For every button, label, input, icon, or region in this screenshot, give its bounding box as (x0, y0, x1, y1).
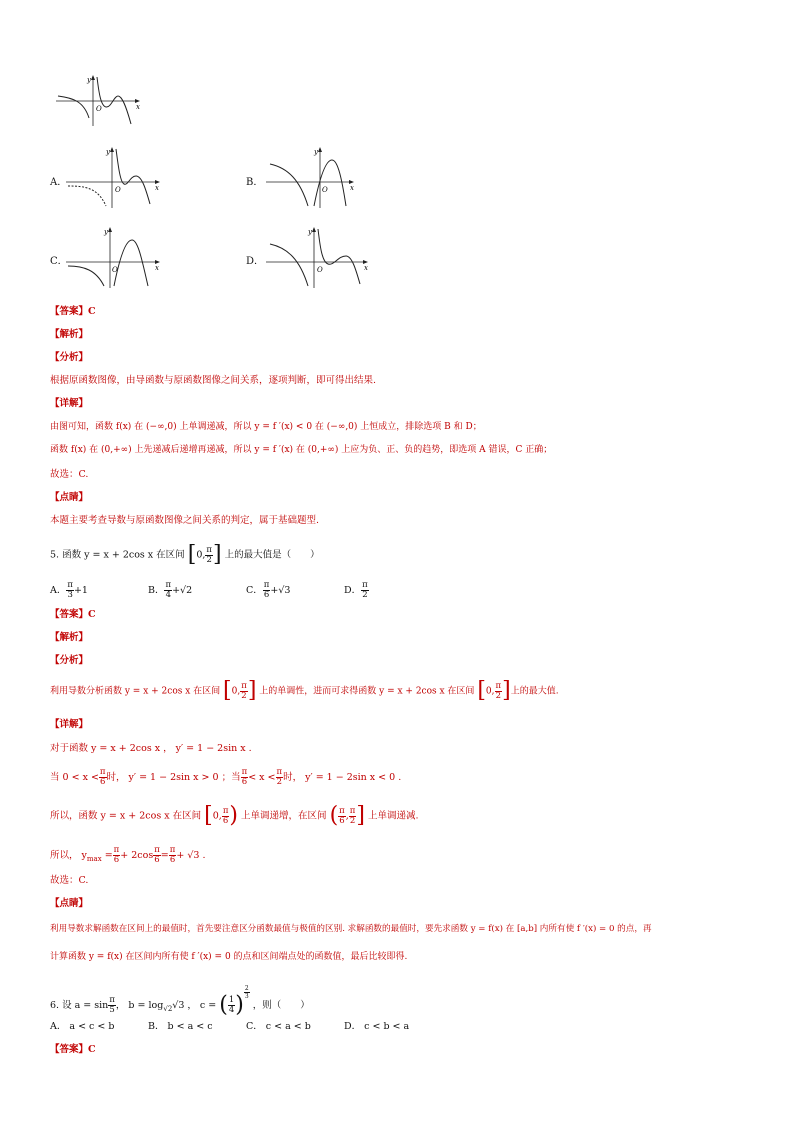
option-c-origin-label: O (112, 266, 118, 274)
q5-interval-fraction: $\frac{\pi}{2}$ (206, 544, 212, 565)
option-c-x-label: x (155, 264, 159, 272)
q4-fenxi-text: 根据原函数图像，由导函数与原函数图像之间关系，逐项判断，即可得出结果. (50, 375, 377, 386)
option-d-x-label: x (364, 264, 368, 272)
option-b-origin-label: O (322, 186, 328, 194)
q5-stem-text: 5. 函数 y = x + 2cos x 在区间 (50, 549, 185, 561)
q5-fenxi-heading: 【分析】 (50, 655, 89, 666)
q5-stem-tail: 上的最大值是（ ） (224, 549, 320, 561)
q5-option-d[interactable]: D． $\frac{\pi}{2}$ (344, 580, 368, 600)
q5-choice: 故选：C. (50, 875, 89, 886)
q4-detail-heading: 【详解】 (50, 398, 89, 409)
option-c-graph (66, 226, 166, 288)
option-d-origin-label: O (317, 266, 323, 274)
q6-option-a[interactable]: A． a < c < b (50, 1021, 115, 1032)
q4-detail-line2: 函数 f(x) 在 (0,+∞) 上先递减后递增再递减，所以 y = f ′(x) 在 (0,+∞) 上应为负、正、负的趋势，即选项 A 错误，C 正确； (50, 445, 553, 455)
option-a-origin-label: O (115, 186, 121, 194)
option-d-graph (266, 226, 376, 288)
option-b-label: B． (246, 177, 264, 188)
q4-detail-line1: 由图可知，函数 f(x) 在 (−∞,0) 上单调递减，所以 y = f ′(x) < 0 在 (−∞,0) 上恒成立，排除选项 B 和 D； (50, 422, 482, 432)
q5-fenxi-text: 利用导数分析函数 y = x + 2cos x 在区间 [0, $\frac{\pi}{2}$ ] 上的单调性，进而可求得函数 y = x + 2cos x 在区间 [0, $\frac{\pi}{2}$ ]上的最大值. (50, 678, 559, 703)
q4-summary: 本题主要考查导数与原函数图像之间关系的判定，属于基础题型. (50, 515, 320, 526)
q4-answer: 【答案】C (50, 306, 96, 317)
option-a-x-label: x (155, 184, 159, 192)
q5-answer: 【答案】C (50, 609, 96, 620)
q5-tip-line1: 利用导数求解函数在区间上的最值时，首先要注意区分函数最值与极值的区别. 求解函数的最值时，要先求函数 y = f(x) 在 [a,b] 内所有使 f ′(x) = 0 的点，再 (50, 924, 652, 934)
q4-analysis-heading: 【解析】 (50, 329, 89, 340)
q5-detail-line2: 当 0 < x < $\frac{\pi}{6}$ 时， y′ = 1 − 2sin x > 0 ；当 $\frac{\pi}{6}$ < x < $\frac{\pi}{2}$ 时， y′ = 1 − 2sin x < 0 . (50, 767, 402, 787)
q6-stem: 6. 设 a = sin $\frac{\pi}{5}$ ， $b = \log_{√2}√3$ ， c = ( $\frac{1}{4}$ ) $^{\frac{2}{3}}$ ，则（ ） (50, 985, 310, 1018)
option-a-label: A． (50, 177, 68, 188)
q5-dianjing-heading: 【点睛】 (50, 898, 89, 909)
q5-option-b[interactable]: B． $\frac{\pi}{4}$ +√2 (148, 580, 193, 600)
q5-stem: 5. 函数 y = x + 2cos x 在区间 [0, $\frac{\pi}{2}$ ] 上的最大值是（ ） (50, 542, 320, 567)
q5-interval-start: 0, (196, 549, 206, 561)
option-a-y-label: y (106, 148, 110, 156)
q6-option-c[interactable]: C． c < a < b (246, 1021, 311, 1032)
q5-detail-heading: 【详解】 (50, 719, 89, 730)
option-c-y-label: y (104, 228, 108, 236)
q4-dianjing-heading: 【点睛】 (50, 492, 89, 503)
option-a-graph (66, 146, 166, 208)
main-graph-x-label: x (136, 103, 140, 111)
main-graph-origin-label: O (96, 105, 102, 113)
q6-answer: 【答案】C (50, 1044, 96, 1055)
main-graph-y-label: y (87, 76, 91, 84)
q5-option-c[interactable]: C． $\frac{\pi}{6}$ +√3 (246, 580, 291, 600)
q6-option-d[interactable]: D． c < b < a (344, 1021, 410, 1032)
option-b-x-label: x (350, 184, 354, 192)
main-graph (56, 74, 146, 126)
option-c-label: C． (50, 256, 68, 267)
q5-detail-line4: 所以， $y_{max}$ = $\frac{\pi}{6}$ + 2cos $\frac{\pi}{6}$ = $\frac{\pi}{6}$ + √3 . (50, 845, 206, 865)
option-b-y-label: y (314, 148, 318, 156)
q4-choice: 故选：C. (50, 469, 89, 480)
q6-option-b[interactable]: B． b < a < c (148, 1021, 213, 1032)
q4-fenxi-heading: 【分析】 (50, 352, 89, 363)
q5-detail-line3: 所以，函数 y = x + 2cos x 在区间 [0, $\frac{\pi}{6}$ ) 上单调递增，在区间 ( $\frac{\pi}{6}$ , $\frac{\pi}{2}$ ] 上单调递减. (50, 803, 419, 828)
q5-option-a[interactable]: A． $\frac{\pi}{3}$ +1 (50, 580, 88, 600)
q5-detail-line1: 对于函数 y = x + 2cos x ， y′ = 1 − 2sin x . (50, 743, 252, 754)
option-b-graph (266, 146, 362, 208)
q5-tip-line2: 计算函数 y = f(x) 在区间内所有使 f ′(x) = 0 的点和区间端点处的函数值，最后比较即得. (50, 952, 408, 962)
q5-analysis-heading: 【解析】 (50, 632, 89, 643)
option-d-label: D． (246, 256, 265, 267)
option-d-y-label: y (308, 228, 312, 236)
